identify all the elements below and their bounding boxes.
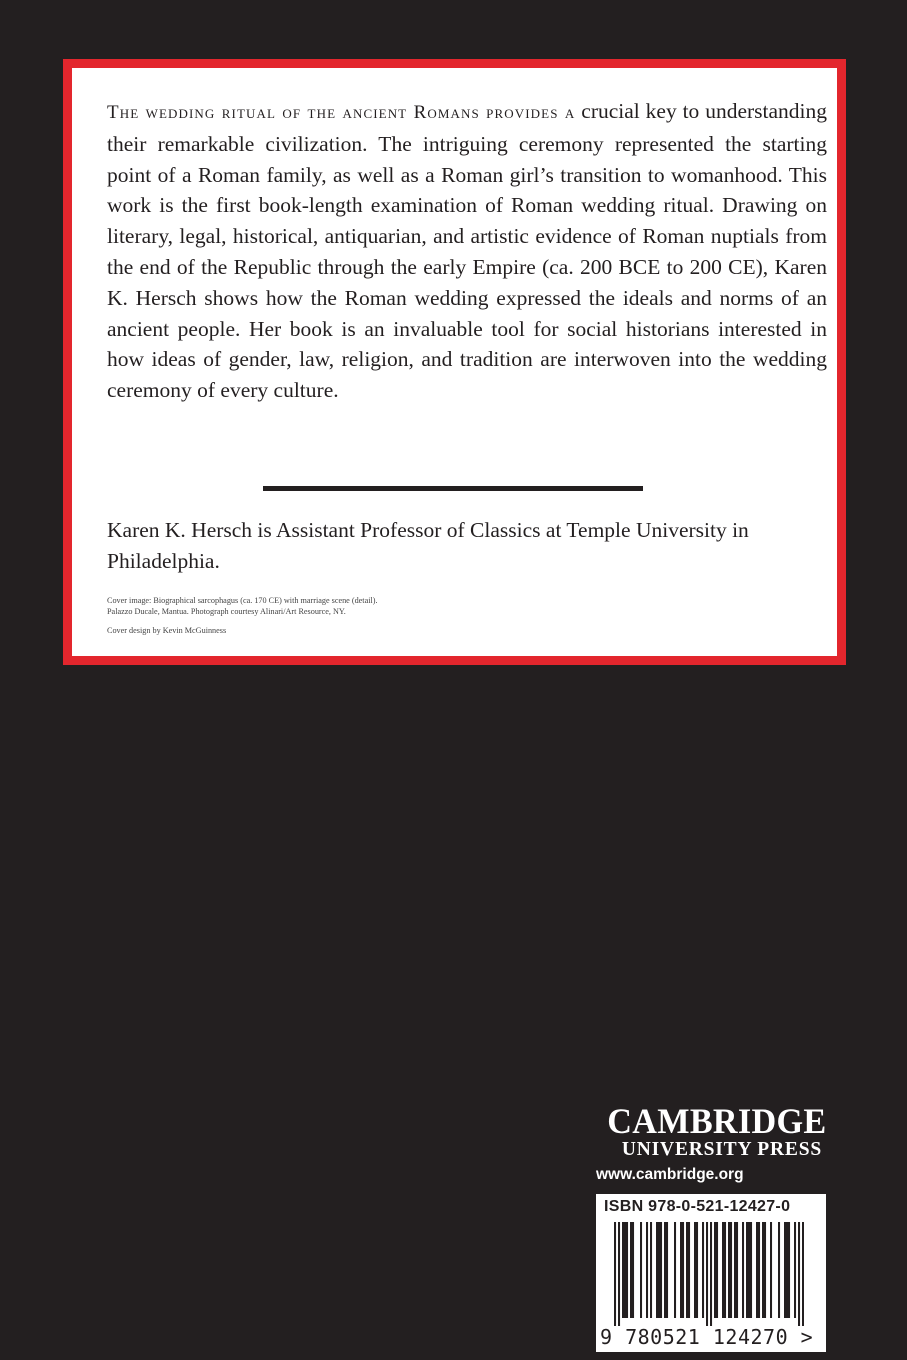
cover-credits xyxy=(107,595,607,636)
barcode-bar xyxy=(646,1222,648,1318)
author-bio: Karen K. Hersch is Assistant Professor of Classics at Temple University in Philadelphia. xyxy=(107,518,749,573)
barcode-bar xyxy=(682,1222,684,1318)
divider-rule xyxy=(263,486,643,491)
barcode-bar xyxy=(656,1222,658,1318)
cover-image-credit-line2: Palazzo Ducale, Mantua. Photograph courtesy Alinari/Art Resource, NY. xyxy=(107,607,346,616)
publisher-name: CAMBRIDGE xyxy=(607,1101,827,1141)
barcode-bar xyxy=(724,1222,726,1318)
barcode-bar xyxy=(622,1222,624,1318)
blurb-body: crucial key to understanding their remarkable civilization. The intriguing ceremony represented the starting point of a Roman family, as well as a Roman girl’s transition to womanhood. This work is the first book-length examination of Roman wedding ritual. Drawing on literary, legal, historical, antiquarian, and artistic evidence of Roman nuptials from the end of the Republic through the early Empire (ca. 200 BCE to 200 CE), Karen K. Hersch shows how the Roman wedding expressed the ideals and norms of an ancient people. Her book is an invaluable tool for social historians interested in how ideas of gender, law, religion, and tradition are interwoven into the wedding ceremony of every culture. xyxy=(107,99,827,403)
barcode-bar xyxy=(614,1222,616,1326)
barcode-digits: 9 780521 124270 > xyxy=(600,1325,814,1349)
barcode-bar xyxy=(632,1222,634,1318)
barcode-bar xyxy=(794,1222,796,1318)
barcode-bar xyxy=(762,1222,764,1318)
barcode-bar xyxy=(748,1222,750,1318)
barcode-bar xyxy=(714,1222,716,1318)
barcode-bar xyxy=(756,1222,758,1318)
barcode-bar xyxy=(778,1222,780,1318)
barcode-bar xyxy=(716,1222,718,1318)
barcode-bar xyxy=(770,1222,772,1318)
barcode-bar xyxy=(710,1222,712,1326)
barcode-bar xyxy=(630,1222,632,1318)
blurb-panel xyxy=(63,59,846,665)
barcode-bar xyxy=(730,1222,732,1318)
barcode-bar xyxy=(802,1222,804,1326)
barcode-bar xyxy=(640,1222,642,1318)
barcode-bar xyxy=(624,1222,626,1318)
barcode-bar xyxy=(666,1222,668,1318)
barcode-bar xyxy=(750,1222,752,1318)
barcode-box xyxy=(596,1194,826,1352)
blurb-lead: The wedding ritual of the ancient Romans provides a xyxy=(107,102,576,123)
barcode-bar xyxy=(694,1222,696,1318)
barcode-bar xyxy=(680,1222,682,1318)
publisher-url: www.cambridge.org xyxy=(596,1166,744,1183)
barcode-bar xyxy=(786,1222,788,1318)
publisher-logo xyxy=(596,1101,827,1161)
barcode-bar xyxy=(706,1222,708,1326)
barcode-bar xyxy=(660,1222,662,1318)
barcode-bar xyxy=(798,1222,800,1326)
barcode-bar xyxy=(728,1222,730,1318)
cover-design-credit: Cover design by Kevin McGuinness xyxy=(107,626,227,635)
barcode-icon xyxy=(614,1222,804,1326)
barcode-bar xyxy=(664,1222,666,1318)
barcode-bar xyxy=(746,1222,748,1318)
cover-image-credit-line1: Cover image: Biographical sarcophagus (ca. 170 CE) with marriage scene (detail). xyxy=(107,596,378,605)
barcode-bar xyxy=(658,1222,660,1318)
barcode-bar xyxy=(758,1222,760,1318)
barcode-bar xyxy=(696,1222,698,1318)
barcode-bar xyxy=(702,1222,704,1318)
barcode-bar xyxy=(722,1222,724,1318)
barcode-bar xyxy=(674,1222,676,1318)
publisher-press: UNIVERSITY PRESS xyxy=(621,1139,822,1160)
barcode-bar xyxy=(742,1222,744,1318)
barcode-bar xyxy=(764,1222,766,1318)
barcode-bar xyxy=(736,1222,738,1318)
barcode-bar xyxy=(650,1222,652,1318)
blurb-text xyxy=(107,96,827,406)
barcode-bar xyxy=(734,1222,736,1318)
isbn-label: ISBN 978-0-521-12427-0 xyxy=(604,1198,791,1215)
barcode-bar xyxy=(788,1222,790,1318)
barcode-bar xyxy=(784,1222,786,1318)
barcode-bar xyxy=(686,1222,688,1318)
barcode-bar xyxy=(618,1222,620,1326)
barcode-bar xyxy=(626,1222,628,1318)
barcode-bar xyxy=(688,1222,690,1318)
